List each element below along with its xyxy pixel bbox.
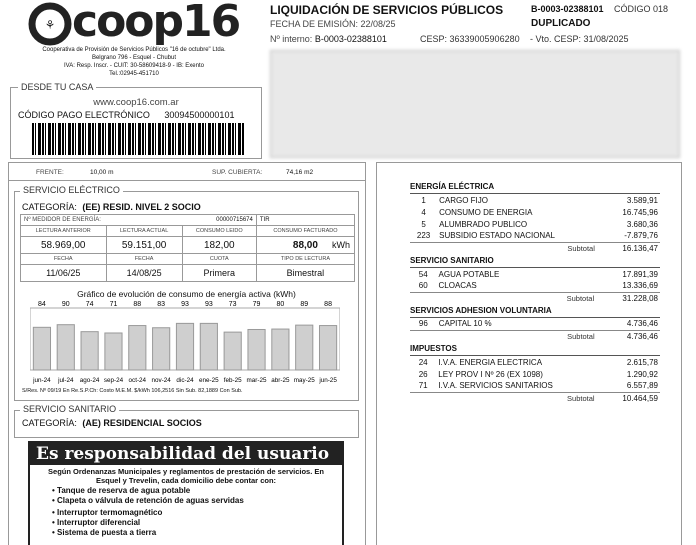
summary-spacer	[565, 230, 597, 242]
summary-amount: 2.615,78	[626, 357, 658, 367]
summary-desc: I.V.A. SERVICIOS SANITARIOS	[438, 381, 553, 391]
summary-amount: -7.879,76	[624, 231, 658, 241]
summary-desc: I.V.A. ENERGIA ELECTRICA	[438, 357, 543, 367]
chart-bar-ene-25	[200, 323, 217, 370]
sanitary-category: (AE) RESIDENCIAL SOCIOS	[82, 418, 202, 428]
frente-value: 10,00 m	[90, 169, 114, 176]
responsibility-notice	[28, 441, 344, 545]
summary-spacer	[565, 194, 597, 206]
chart-value-label: 84	[38, 301, 46, 308]
header-prev-date: FECHA	[21, 254, 107, 265]
curr-date: 14/08/25	[106, 265, 182, 282]
chart-value-label: 71	[109, 301, 118, 308]
coop-name: Cooperativa de Provisión de Servicios Públicos "16 de octubre" Ltda.	[42, 47, 226, 53]
emission-date: FECHA DE EMISIÓN: 22/08/25	[270, 19, 396, 29]
summary-row	[410, 218, 660, 230]
sanitary-category-line	[22, 418, 202, 428]
summary-row	[410, 230, 660, 242]
notice-item: • Tanque de reserva de agua potable	[52, 486, 191, 495]
summary-amount: 3.589,91	[626, 195, 658, 205]
tir-label: TIR	[259, 217, 270, 223]
chart-bar-abr-25	[272, 329, 289, 370]
coop-address: Belgrano 796 - Esquel - Chubut	[91, 55, 177, 61]
header-prev-reading: LECTURA ANTERIOR	[21, 226, 107, 237]
meter-table	[20, 214, 355, 282]
payment-code: 30094500000101	[164, 110, 235, 120]
summary-row	[410, 380, 660, 392]
payment-barcode	[32, 123, 244, 155]
notice-item-text: Clapeta o válvula de retención de aguas servidas	[57, 496, 244, 505]
chart-value-label: 93	[181, 301, 189, 308]
chart-bar-jul-24	[57, 325, 74, 370]
chart-tick-label: ene-25	[199, 377, 219, 384]
payment-code-label: CÓDIGO PAGO ELECTRÓNICO	[18, 110, 150, 120]
subtotal-label: Subtotal	[567, 331, 595, 341]
divider	[8, 180, 366, 181]
chart-tick-label: ago-24	[79, 377, 100, 384]
subtotal-row	[410, 242, 660, 254]
home-title: DESDE TU CASA	[18, 82, 96, 92]
meter-number: 00000715674	[216, 217, 253, 223]
cesp-expiry: - Vto. CESP: 31/08/2025	[530, 34, 629, 44]
summary-table	[410, 318, 660, 342]
summary-spacer	[565, 380, 597, 392]
electric-category: (EE) RESID. NIVEL 2 SOCIO	[82, 202, 201, 212]
electric-category-line	[22, 202, 201, 212]
summary-desc: CARGO FIJO	[439, 195, 488, 205]
notice-item-text: Sistema de puesta a tierra	[57, 528, 157, 537]
home-url: www.coop16.com.ar	[93, 97, 179, 108]
summary-amount: 1.290,92	[626, 369, 658, 379]
summary-desc: AGUA POTABLE	[438, 269, 500, 279]
electric-category-label: CATEGORÍA:	[22, 202, 77, 212]
summary-amount: 16.745,96	[622, 207, 658, 217]
subtotal-amount: 16.136,47	[597, 242, 660, 254]
subtotal-row	[410, 392, 660, 404]
sup-value: 74,16 m2	[286, 169, 314, 176]
chart-bar-jun-24	[33, 327, 50, 370]
subtotal-label: Subtotal	[566, 293, 595, 303]
summary-spacer	[565, 268, 597, 280]
billing-summary	[410, 180, 660, 404]
internal-number-line	[270, 34, 387, 44]
notice-item-text: Tanque de reserva de agua potable	[57, 486, 191, 495]
notice-item: • Interruptor diferencial	[52, 518, 141, 527]
summary-row	[410, 356, 660, 368]
internal-number: B-0003-02388101	[314, 34, 387, 44]
internal-label: Nº interno:	[270, 34, 313, 44]
logo-text: coop16	[72, 0, 240, 47]
summary-section-title: ENERGÍA ELÉCTRICA	[410, 180, 660, 194]
summary-amount: 6.557,89	[626, 381, 658, 391]
summary-desc: ALUMBRADO PUBLICO	[439, 219, 528, 229]
summary-desc: SUBSIDIO ESTADO NACIONAL	[439, 231, 555, 241]
chart-bar-jun-25	[319, 326, 336, 370]
chart-tick-label: feb-25	[223, 377, 242, 384]
summary-code: 60	[418, 281, 428, 291]
prev-date: 11/06/25	[21, 265, 107, 282]
notice-item: • Sistema de puesta a tierra	[52, 528, 157, 537]
consumption-billed: 88,00	[292, 239, 318, 251]
chart-tick-label: oct-24	[128, 377, 147, 384]
summary-section-title: IMPUESTOS	[410, 342, 660, 356]
chart-value-label: 73	[228, 301, 237, 308]
subtotal-amount: 31.228,08	[596, 292, 660, 304]
summary-row	[410, 268, 660, 280]
notice-intro: Según Ordenanzas Municipales y reglamentos de prestación de servicios. En Esquel y Trevelin, cada domicilio debe contar con:	[48, 467, 324, 485]
summary-amount: 3.680,36	[626, 219, 658, 229]
summary-spacer	[565, 218, 597, 230]
chart-bar-dic-24	[176, 323, 193, 370]
sanitary-category-label: CATEGORÍA:	[22, 418, 77, 428]
header-curr-date: FECHA	[106, 254, 182, 265]
chart-tick-label: abr-25	[271, 377, 290, 384]
electric-section-title: SERVICIO ELÉCTRICO	[20, 185, 123, 195]
chart-value-label: 83	[157, 301, 166, 308]
chart-value-label: 74	[85, 301, 94, 308]
header-curr-reading: LECTURA ACTUAL	[106, 226, 182, 237]
consumption-chart	[30, 298, 340, 386]
summary-desc: CAPITAL 10 %	[438, 319, 492, 329]
summary-code: 96	[418, 319, 428, 329]
tariff-footnote: S/Res. Nº 09/19 En Re.S.P.Ch: Costo M.E.M. $/kWh 106,2516 Sin Sub. 82,1889 Con Sub.	[22, 388, 243, 394]
coop-tax: IVA: Resp. Inscr. - CUIT: 30-58609418-9 - IB: Exento	[64, 63, 204, 69]
summary-code: 4	[421, 207, 426, 217]
subtotal-label: Subtotal	[567, 393, 595, 403]
subtotal-row	[410, 292, 660, 304]
coop-logo	[28, 0, 240, 47]
doc-number: B-0003-02388101	[531, 4, 604, 14]
chart-tick-label: mar-25	[246, 377, 267, 384]
summary-row	[410, 318, 660, 330]
chart-bar-may-25	[296, 325, 313, 370]
consumption-unit: kWh	[332, 240, 350, 250]
summary-table	[410, 356, 660, 404]
summary-code: 223	[416, 231, 431, 241]
chart-bar-nov-24	[153, 328, 170, 370]
subtotal-amount: 4.736,46	[597, 330, 660, 342]
prev-reading: 58.969,00	[21, 237, 107, 254]
summary-spacer	[565, 318, 597, 330]
notice-title: Es responsabilidad del usuario	[30, 443, 342, 465]
chart-tick-label: sep-24	[103, 377, 124, 384]
code-label: CÓDIGO 018	[614, 4, 669, 14]
chart-bar-mar-25	[248, 329, 265, 370]
subtotal-label: Subtotal	[567, 243, 595, 253]
chart-tick-label: nov-24	[151, 377, 171, 384]
sup-label: SUP. CUBIERTA:	[212, 169, 263, 176]
chart-tick-label: dic-24	[176, 377, 194, 384]
summary-desc: LEY PROV I Nº 26 (EX 1098)	[438, 369, 543, 379]
chart-value-label: 88	[324, 301, 332, 308]
subtotal-row	[410, 330, 660, 342]
header-installment: CUOTA	[182, 254, 256, 265]
header-consumption-billed: CONSUMO FACTURADO	[256, 226, 354, 237]
coop-info	[5, 46, 263, 78]
summary-desc: CLOACAS	[438, 281, 477, 291]
header-consumption-read: CONSUMO LEIDO	[182, 226, 256, 237]
consumption-billed-cell	[256, 237, 354, 254]
summary-section-title: SERVICIO SANITARIO	[410, 254, 660, 268]
summary-code: 26	[418, 369, 428, 379]
payment-code-line	[18, 110, 234, 120]
chart-value-label: 93	[204, 301, 213, 308]
summary-table	[410, 194, 660, 254]
header-reading-type: TIPO DE LECTURA	[256, 254, 354, 265]
reading-type: Bimestral	[256, 265, 354, 282]
summary-amount: 17.891,39	[622, 269, 658, 279]
summary-code: 1	[421, 195, 426, 205]
subtotal-amount: 10.464,59	[597, 392, 660, 404]
summary-spacer	[565, 206, 597, 218]
chart-bar-ago-24	[81, 332, 98, 370]
notice-item-text: Interruptor diferencial	[57, 518, 141, 527]
subtotal-spacer	[410, 330, 565, 342]
subtotal-spacer	[410, 392, 565, 404]
summary-spacer	[565, 368, 597, 380]
chart-value-label: 89	[300, 301, 309, 308]
chart-tick-label: jun-25	[319, 377, 337, 384]
svg-text:⚘: ⚘	[44, 18, 56, 32]
chart-tick-label: jul-24	[58, 377, 74, 384]
summary-spacer	[565, 356, 597, 368]
chart-title: Gráfico de evolución de consumo de energía activa (kWh)	[77, 289, 296, 299]
chart-tick-label: may-25	[293, 377, 315, 384]
summary-amount: 13.336,69	[622, 281, 658, 291]
chart-bar-feb-25	[224, 332, 241, 370]
customer-data-redacted	[270, 50, 680, 158]
chart-bar-oct-24	[129, 326, 146, 370]
tir-cell	[256, 215, 354, 226]
summary-amount: 4.736,46	[626, 319, 658, 329]
document-title: LIQUIDACIÓN DE SERVICIOS PÚBLICOS	[270, 3, 504, 17]
notice-list	[30, 486, 342, 538]
summary-code: 5	[421, 219, 426, 229]
meter-cell	[21, 215, 257, 226]
summary-section-title: SERVICIOS ADHESION VOLUNTARIA	[410, 304, 660, 318]
summary-spacer	[565, 280, 597, 292]
notice-item: • Interruptor termomagnético	[52, 508, 163, 517]
summary-code: 71	[418, 381, 428, 391]
summary-row	[410, 194, 660, 206]
installment: Primera	[182, 265, 256, 282]
summary-row	[410, 280, 660, 292]
sanitary-section-title: SERVICIO SANITARIO	[20, 404, 119, 414]
duplicate-label: DUPLICADO	[531, 18, 591, 29]
summary-code: 24	[418, 357, 428, 367]
chart-bar-sep-24	[105, 333, 122, 370]
cesp-number: CESP: 36339005906280	[420, 34, 520, 44]
notice-item-text: Interruptor termomagnético	[57, 508, 163, 517]
chart-value-label: 90	[61, 301, 70, 308]
consumption-read: 182,00	[182, 237, 256, 254]
frente-label: FRENTE:	[36, 169, 64, 176]
subtotal-spacer	[410, 242, 565, 254]
meter-label: Nº MEDIDOR DE ENERGÍA:	[24, 217, 101, 223]
chart-tick-label: jun-24	[33, 377, 51, 384]
chart-value-label: 79	[252, 301, 261, 308]
summary-code: 54	[418, 269, 428, 279]
coop-phone: Tel.:02945-451710	[109, 71, 159, 77]
chart-value-label: 88	[133, 301, 142, 308]
chart-value-label: 80	[276, 301, 285, 308]
summary-desc: CONSUMO DE ENERGIA	[439, 207, 533, 217]
summary-row	[410, 206, 660, 218]
subtotal-spacer	[410, 292, 565, 304]
summary-table	[410, 268, 660, 304]
notice-item: • Clapeta o válvula de retención de aguas servidas	[52, 496, 244, 505]
summary-row	[410, 368, 660, 380]
curr-reading: 59.151,00	[106, 237, 182, 254]
